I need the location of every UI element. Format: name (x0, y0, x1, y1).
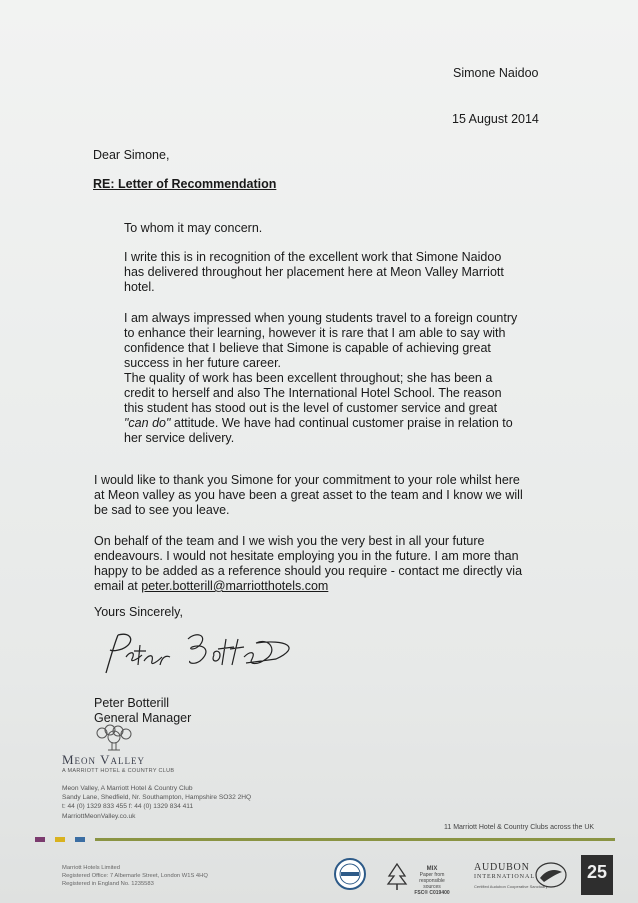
audubon-name: AUDUBON (474, 862, 530, 873)
tree-logo-icon (90, 724, 138, 752)
hotel-logo-subtitle: A MARRIOTT HOTEL & COUNTRY CLUB (62, 768, 175, 774)
color-square (75, 837, 85, 842)
audubon-international: INTERNATIONAL (474, 874, 535, 880)
quality-text-b: attitude. We have had continual customer praise in relation to her service delivery. (124, 416, 513, 445)
quality-text-a: The quality of work has been excellent throughout; she has been a credit to herself and also The International Hotel School. The reason this student has stood out is the level of customer service and great (124, 371, 502, 415)
footer-line: Marriott Hotels Limited (62, 865, 120, 871)
sender-name: Simone Naidoo (453, 66, 539, 80)
paragraph-recognition: I write this is in recognition of the excellent work that Simone Naidoo has delivered throughout her placement here at Meon Valley Marriott hotel. (124, 250, 504, 294)
footer-line: Registered in England No. 1235583 (62, 880, 154, 887)
paragraph-impressed: I am always impressed when young students travel to a foreign country to enhance their learning, however it is rare that I am able to say with confidence that I believe that Simone is capable of achieving great success in her future career. (124, 311, 518, 370)
audubon-bird-icon (534, 860, 568, 890)
color-square (55, 837, 65, 842)
signature (96, 625, 306, 683)
signer-title: General Manager (94, 711, 192, 725)
subject-line: RE: Letter of Recommendation (93, 177, 277, 191)
paragraph-thanks: I would like to thank you Simone for your commitment to your role whilst here at Meon valley as you have been a great asset to the team and I know we will be sad to see you leave. (94, 473, 523, 517)
greeting: Dear Simone, (93, 148, 170, 162)
color-rule (95, 838, 615, 841)
signer-name: Peter Botterill (94, 696, 170, 710)
paragraph-quality (124, 371, 524, 446)
closing: Yours Sincerely, (94, 605, 183, 619)
letter-date: 15 August 2014 (452, 112, 539, 126)
award-stripe (581, 883, 613, 888)
address-line: t: 44 (0) 1329 833 455 f: 44 (0) 1329 834 411 (62, 803, 194, 811)
fsc-code: FSC® C019400 (414, 890, 450, 896)
salutation: To whom it may concern. (124, 221, 263, 235)
fsc-mix-label (410, 866, 454, 896)
fsc-tree-icon (385, 862, 409, 892)
contact-email-link[interactable]: peter.botterill@marriotthotels.com (141, 579, 329, 593)
mix-title: MIX (426, 866, 438, 872)
carbon-trust-badge-icon (333, 857, 367, 891)
hotel-address (62, 784, 251, 821)
award-badge (581, 855, 613, 895)
mix-line: responsible sources (419, 878, 445, 890)
letterhead-color-bar (35, 836, 615, 843)
hotel-logo-name: Meon Valley (62, 752, 145, 767)
footer-line: Registered Office: 7 Albemarle Street, London W1S 4HQ (62, 872, 208, 879)
clubs-tagline: 11 Marriott Hotel & Country Clubs across the UK (444, 824, 595, 831)
address-line: Meon Valley, A Marriott Hotel & Country Club (62, 785, 193, 792)
award-number: 25 (586, 862, 608, 882)
website-link[interactable]: MarriottMeonValley.co.uk (62, 812, 136, 820)
paragraph-best-wishes (94, 534, 524, 594)
mix-line: Paper from (419, 872, 445, 878)
company-footer (62, 865, 208, 888)
audubon-subtitle: Certified Audubon Cooperative Sanctuary (474, 884, 548, 889)
color-square (35, 837, 45, 842)
address-line: Sandy Lane, Shedfield, Nr. Southampton, Hampshire SO32 2HQ (62, 794, 252, 802)
best-wishes-text: On behalf of the team and I we wish you the very best in all your future endeavours. I would not hesitate employing you in the future. I am more than happy to be added as a reference should you require - contact me directly via email at (94, 534, 523, 593)
can-do-emphasis: "can do" (124, 416, 171, 430)
